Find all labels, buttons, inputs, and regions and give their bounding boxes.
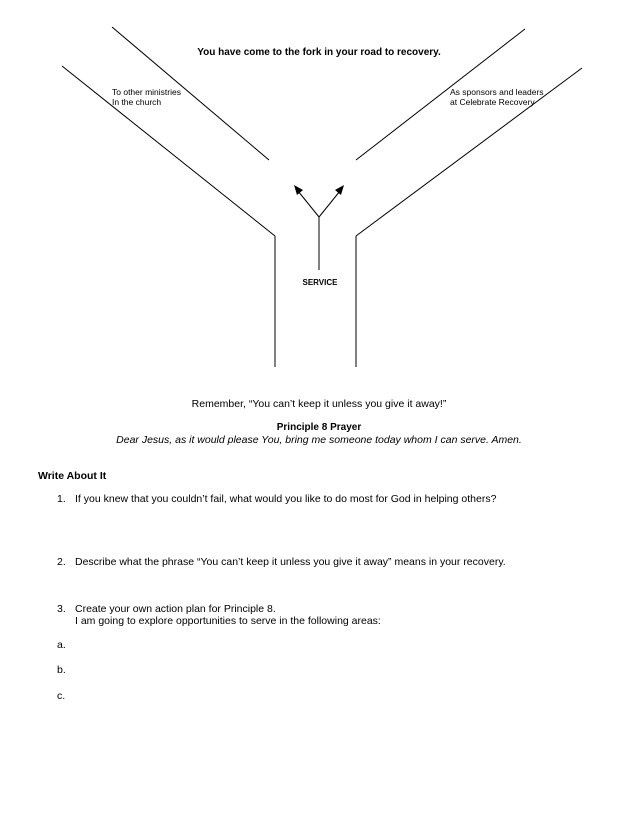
right-road-label-line1: As sponsors and leaders	[450, 87, 544, 97]
arrow-right-head	[335, 185, 344, 195]
reminder-quote: Remember, “You can’t keep it unless you give it away!”	[191, 398, 447, 410]
arrow-left-head	[294, 185, 303, 195]
arrow-right-branch	[319, 191, 340, 217]
list-item-c: c.	[57, 690, 66, 702]
arrow-left-branch	[298, 191, 319, 217]
right-road-label-line2: at Celebrate Recovery	[450, 97, 535, 107]
question-3-line2: I am going to explore opportunities to serve in the following areas:	[75, 615, 381, 627]
service-label: SERVICE	[302, 278, 338, 287]
prayer-title: Principle 8 Prayer	[276, 422, 362, 433]
question-1-text	[75, 493, 496, 505]
question-3-line1: Create your own action plan for Principle 8.	[75, 603, 276, 615]
write-about-heading: Write About It	[38, 470, 107, 482]
question-2-text	[75, 556, 506, 568]
question-3-text	[75, 603, 381, 627]
question-1-line1: If you knew that you couldn’t fail, what would you like to do most for God in helping others?	[75, 493, 497, 505]
left-road-label-line2: In the church	[112, 97, 162, 107]
list-item-a: a.	[57, 639, 66, 651]
left-road-label	[112, 87, 181, 107]
question-3-number: 3.	[57, 603, 66, 615]
fork-title: You have come to the fork in your road to recovery.	[197, 47, 441, 58]
question-2-line1: Describe what the phrase “You can’t keep it unless you give it away” means in your recovery.	[75, 556, 506, 568]
prayer-text: Dear Jesus, as it would please You, bring me someone today whom I can serve. Amen.	[116, 434, 522, 446]
right-road-label	[450, 87, 544, 107]
question-1-number: 1.	[57, 493, 66, 505]
list-item-b: b.	[57, 664, 66, 676]
left-road-label-line1: To other ministries	[112, 87, 181, 97]
question-2-number: 2.	[57, 556, 66, 568]
